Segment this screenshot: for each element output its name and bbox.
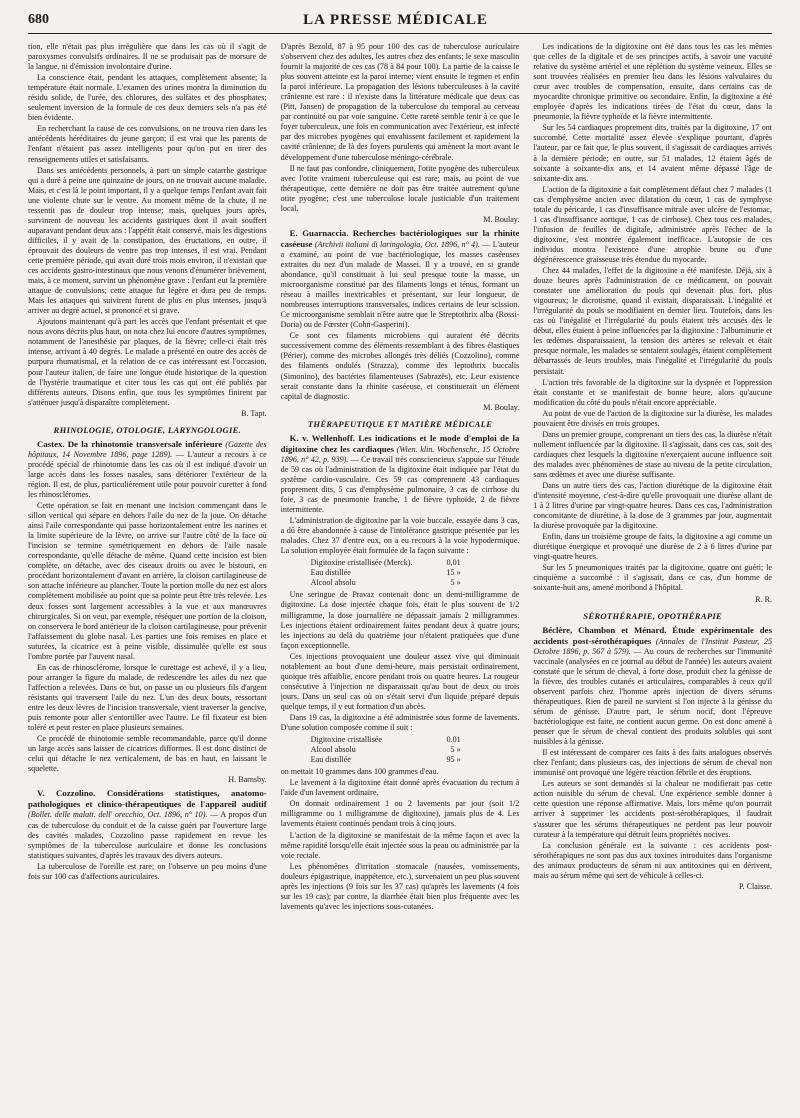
paragraph: on mettait 10 grammes dans 100 grammes d'eau. — [280, 767, 439, 777]
column-2 — [281, 42, 520, 1112]
section-heading: RHINOLOGIE, OTOLOGIE, LARYNGOLOGIE. — [53, 424, 242, 435]
paragraph: — Ce travail très consciencieux s'appuie sur l'étude de 59 cas où l'administration de la digitoxine était indiquée par l'état du système cardio-vasculaire. Ces 59 cas comprennent 43 cardiaques proprement dits, 5 cas d'emphysème pulmonaire, 3 cas de cirrhose du foie, 3 cas de pneumonie franche, 1 de fièvre typhoïde, 2 de fièvre intermittente. — [280, 454, 520, 515]
paragraph: Ce procédé de rhinotomie semble recommandable, parce qu'il donne un large accès sans laisser de cicatrices difformes. Il est donc distinct de celui qui détache le nez verticalement, de bas en haut, en laissant le squelette. — [28, 734, 267, 774]
quantity: 95 » — [446, 755, 461, 765]
paragraph: — A propos d'un cas de tuberculose du conduit et de la caisse guéri par l'ouverture large des cavités malades, Cozzolino passe rapidement en revue les symptômes de la tuberculose auriculaire et donne les conclusions statistiques suivantes, d'après les travaux des divers auteurs. — [28, 810, 267, 860]
paragraph: Ce sont ces filaments microbiens qui auraient été décrits successivement comme des éléments ressemblant à des fibres élastiques (Périer), comme des microbes allongés très déliés (Cozzolino), comme des filaments ondulés (Strazza), comme des leptothrix buccalis (Simonino), des bactéries filamenteuses (Sabrazès), etc. Leur existence serait constante dans la rhinite caséeuse, et constituerait un élément capital de diagnostic. — [280, 331, 520, 401]
paragraph: La tuberculose de l'oreille est rare; on l'observe un peu moins d'une fois sur 100 cas d'affections auriculaires. — [28, 861, 267, 881]
paragraph: Au point de vue de l'action de la digitoxine sur la diurèse, les malades pouvaient être divisés en trois groupes. — [533, 408, 773, 428]
page-number: 680 — [28, 12, 49, 27]
paragraph: Dans un premier groupe, comprenant un tiers des cas, la diurèse n'était nullement influencée par la digitoxine. Il s'agissait, dans ces cas, soit des cardiaques chez lesquels la digitoxine n'exerçaient aucune influence soit des malades avec phénomènes de stase au niveau de la petite circulation, sans œdèmes et avec une diurèse suffisante. — [533, 429, 773, 479]
paragraph: En cas de rhinosclérome, lorsque le curettage est achevé, il y a lieu, pour arranger la figure du malade, de redescendre les ailes du nez que l'affection a relevées. Dans ce but, on passe un ou plusieurs fils d'argent résistants qui traversent l'aile du nez. L'un des deux bouts, ressortant entre les deux lèvres de l'incision transversale, vient traverser la gencive, puis remonte pour aller s'entortiller avec l'autre. Le fil fixateur est bien toléré et peut rester en place plusieurs semaines. — [28, 662, 267, 733]
article-heading — [28, 439, 267, 500]
quantity: 5 » — [450, 578, 461, 588]
formula-block — [311, 735, 520, 765]
article-heading — [281, 433, 520, 515]
paragraph: Enfin, dans un troisième groupe de faits, la digitoxine a agi comme un diurétique énergique et provoqué une diurèse de 2 à 6 litres d'urine par vingt-quatre heures. — [533, 532, 773, 562]
paragraph: Il ne faut pas confondre, cliniquement, l'otite pyogène des tuberculeux avec l'otite vraiment tuberculeuse qui est rare; mais, au point de vue thérapeutique, cette dernière ne doit pas être traitée autrement qu'une otite pyogène; c'est une tuberculose locale justiciable d'un traitement local. — [280, 163, 520, 213]
formula-line — [311, 755, 461, 765]
article-source: (Wien. klin. Wochenschr., 15 Octobre 1896, n° 42, p. 939). — [280, 444, 520, 464]
article-author: V. Cozzolino. — [37, 788, 96, 799]
section-heading: THÉRAPEUTIQUE ET MATIÈRE MÉDICALE — [307, 418, 493, 429]
paragraph: D'après Bezold, 87 à 95 pour 100 des cas de tuberculose auriculaire s'observent chez des adultes, les autres chez des enfants; le sexe masculin fournit la majorité de ces cas (78 à 84 pour 100). La partie de la caisse le plus souvent atteinte est la paroi interne; vient ensuite le tegmen et enfin la paroi inférieure. La propagation des lésions tuberculeuses à la cavité crânienne est rare : il n'existe dans la littérature médicale que deux cas (Pitt, Jansen) de propagation de la tuberculose du temporal au cerveau par continuité ou par voie sanguine. Cette rareté semble tenir à ce que le foyer tuberculeux, une fois en communication avec l'extérieur, est infecté par des microbes pyogènes qui envahissent facilement et rapidement la cavité crânienne; de là des foyers purulents qui amènent la mort avant le développement d'une tuberculose méningo-cérébrale. — [280, 42, 520, 162]
formula-line — [311, 558, 461, 568]
quantity: 5 » — [450, 745, 461, 755]
paragraph: Dans ses antécédents personnels, à part un simple catarrhe gastrique qui a duré à peine une quinzaine de jours, on ne trouvait aucune maladie. Mais, et c'est là le point important, il y a quelque temps l'enfant avait fait une violente chute sur le ventre. Au moment même de la chute, il ne ressentit pas de douleur trop intense; mais, quelques jours après, survinrent de nouveau les accidents gastriques dont il avait souffert auparavant pendant deux ans : l'appétit était conservé, mais les digestions difficiles, il y avait de la constipation, des éructations, en outre, il éprouvait des douleurs de ventre pas trop intenses, il est vrai. Pendant cette première période, qui avait duré trois mois environ, il n'existait que ces accidents gastro-intestinaux que nous venons d'énumérer brièvement, mais, à ce moment, survint un phénomène grave : l'enfant eut la première attaque de convulsions; cette attaque fut légère et dura peu de temps. Mais les attaques qui suivirent furent de plus en plus intenses, jusqu'à arriver au degré actuel, si prononcé et si grave. — [28, 165, 267, 316]
section-heading: SÉROTHÉRAPIE, OPOTHÉRAPIE — [583, 610, 723, 621]
paragraph: Les auteurs se sont demandés si la chaleur ne modifierait pas cette action nuisible du sérum de cheval. Une expérience semble donner à cette question une réponse affirmative. Mais, lors même qu'on pourrait arriver à supprimer les accidents post-sérothérapiques, il faudrait s'assurer que les sérums thérapeutiques ne perdent pas leur pouvoir curateur à la température qui détruit leurs propriétés nocives. — [533, 779, 773, 839]
column-1 — [28, 42, 267, 1112]
paragraph: Chez 44 malades, l'effet de la digitoxine a été manifeste. Déjà, six à douze heures après l'administration de ce médicament, on pouvait constater une amélioration du pouls qui devenait plus fort, plus vigoureux; le dicrotisme, quand il existait, disparaissait. L'inégalité et l'irrégularité du pouls se modifiaient en dernier lieu. Toutefois, dans les cas où l'inégalité et l'irrégularité du pouls étaient très accusés dès le début, elles étaient à peine influencées par la digitoxine : l'albuminurie et les œdèmes disparaissaient, la tension des artères se relevait et était presque normale, les malades se sentaient soulagés, étaient complètement débarrassés de leurs troubles, mais l'inégalité et l'irrégularité du pouls persistait. — [533, 266, 773, 376]
quantity: 15 » — [446, 568, 461, 578]
ingredient: Digitoxine cristallisée — [310, 735, 382, 745]
paragraph: Le lavement à la digitoxine était donné après évacuation du rectum à l'aide d'un lavement ordinaire. — [280, 778, 520, 798]
paragraph: Les phénomènes d'irritation stomacale (nausées, vomissements, douleurs épigastrique, inappétence, etc.), survenaient un peu plus souvent après les injections (9 fois sur les 37 cas) qu'après les lavements (4 fois sur les 19 cas); par contre, la diarrhée était bien plus fréquente avec les lavements qu'avec les injections sous-cutanées. — [280, 861, 520, 911]
article-author: Castex. — [37, 438, 65, 449]
article-author: E. Guarnaccia. — [289, 227, 349, 238]
paragraph: L'action de la digitoxine se manifestait de la même façon et avec la même rapidité lorsqu'elle était injectée sous la peau ou administrée par la voie rectale. — [280, 830, 520, 860]
ingredient: Eau distillée — [310, 568, 351, 578]
paragraph: Dans 19 cas, la digitoxine a été administrée sous forme de lavements. D'une solution composée comme il suit : — [280, 713, 520, 733]
article-heading — [281, 228, 520, 330]
article-source: (Archivii italiani di laringologia, Oct. 1896, n° 4). — [314, 239, 480, 249]
article-title: Recherches bactériologiques sur la rhinite caséeuse — [280, 227, 520, 249]
signature: M. Boulay. — [483, 402, 520, 412]
formula-line — [311, 578, 461, 588]
text-columns — [28, 42, 772, 1112]
paragraph: L'administration de digitoxine par la voie buccale, essayée dans 3 cas, a dû être abandonnée à cause de l'intolérance gastrique présentée par les malades. Chez 37 d'entre eux, on a eu recours à la voie hypodermique. La solution employée était formulée de la façon suivante : — [280, 516, 520, 556]
journal-title: LA PRESSE MÉDICALE — [303, 11, 488, 28]
formula-block — [311, 558, 520, 588]
paragraph: L'action très favorable de la digitoxine sur la dyspnée et l'oppression était constante et se manifestait de bonne heure, alors qu'aucune modification du côté du pouls n'était encore appréciable. — [533, 377, 773, 407]
paragraph: Il est intéressant de comparer ces faits à des faits analogues observés chez l'enfant; dans plusieurs cas, des injections de sérum de cheval non immunisé ont provoqué une légère réaction fébrile et des éruptions. — [533, 748, 773, 778]
paragraph: La conclusion générale est la suivante : ces accidents post-sérothérapiques ne sont pas dus aux toxines introduites dans l'organisme des animaux producteurs de sérum ni aux antitoxines qui en dérivent, mais au sérum même qui sert de véhicule à celles-ci. — [533, 840, 773, 880]
paragraph: — Au cours de recherches sur l'immunité vaccinale (analysées en ce journal au début de l'année) les auteurs avaient constaté que le sérum de cheval, à forte dose, produit chez la génisse de la fièvre, des troubles cutanés et articulaires, comparables à ceux qu'il observent parfois chez l'homme après injection de divers sérums thérapeutiques. Rien de pareil ne survient si l'on injecte à la génisse du sérum de génisse. D'autre part, le sérum nocif, dont l'épreuve bactériologique est faite, ne contient aucun germe. On est donc amené à penser que le sérum de cheval contient des produits solubles qui sont nuisibles à la génisse. — [533, 646, 773, 747]
paragraph: Sur les 54 cardiaques proprement dits, traités par la digitoxine, 17 ont succombé. Cette mortalité assez élevée s'explique pourtant, d'après l'auteur, par ce fait que, le plus souvent, il s'agissait de cardiaques arrivés à la dernière période; en outre, sur 51 malades, 12 étaient âgés de soixante à soixante-dix ans, et 14 avaient même dépassé l'âge de soixante-dix ans. — [533, 123, 773, 183]
article-title: Considérations statistiques, anatomo-pathologiques et clinico-thérapeutiques de l'appareil auditif — [28, 788, 267, 810]
ingredient: Eau distillée — [310, 755, 351, 765]
article-source: (Annales de l'Institut Pasteur, 25 Octobre 1896, p. 567 à 579). — [533, 636, 772, 656]
article-title: Étude expérimentale des accidents post-sérothérapiques — [533, 624, 773, 646]
signature: H. Barnsby. — [228, 775, 267, 785]
paragraph: L'action de la digitoxine a fait complètement défaut chez 7 malades (1 cas d'emphysème ancien avec dilatation du cœur, 1 cas de symphyse totale du péricarde, 1 cas d'insuffisance mitrale avec ulcère de l'estomac, 1 cas d'insuffisance aortique, 1 cas de cirrhose). Chez tous ces malades, l'infusion de feuilles de digitale, administrée après l'échec de la digitoxine, s'est montrée également inefficace. L'autopsie de ces individus montra l'existence d'une atrophie brune ou d'une dégénérescence graisseuse très étendue du myocarde. — [533, 184, 773, 264]
paragraph: En recherchant la cause de ces convulsions, on ne trouva rien dans les antécédents héréditaires du jeune garçon; il est vrai que les parents de l'enfant n'étaient pas assez intelligents pour qu'on put en tirer des renseignements utiles et satisfaisants. — [28, 124, 267, 164]
formula-line — [311, 735, 461, 745]
paragraph: Ces injections provoquaient une douleur assez vive qui diminuait notablement au bout d'une demi-heure, mais persistait ordinairement, quoique très affaiblie, encore pendant trois ou quatre heures. La rougeur consécutive à l'injection ne disparaissait qu'au bout de deux ou trois jours. Dans un seul cas où on s'était servi d'un liquide préparé depuis quelque temps, il y eut formation d'un abcès. — [280, 651, 520, 711]
header-rule — [28, 33, 772, 34]
paragraph: tion, elle n'était pas plus irrégulière que dans les cas où il s'agit de paroxysmes convulsifs ordinaires. Il ne se produisait pas de morsure de la langue, ni d'émission involontaire d'urine. — [28, 42, 267, 72]
quantity: 0.01 — [446, 735, 461, 745]
paragraph: La conscience était, pendant les attaques, complètement absente; la température était normale. L'examen des urines montra la diminution du résidu solide, de l'urée, des chlorures, des sulfates et des phosphates; seulement inversion de la formule de ces deux derniers sels n'a pas été bien évidente. — [28, 73, 267, 123]
signature: M. Boulay. — [483, 214, 520, 224]
paragraph: Une seringue de Pravaz contenait donc un demi-milligramme de digitoxine. La dose injectée chaque fois, était le plus souvent de 1/2 milligramme, la dose journalière ne dépassait jamais 2 milligrammes. Les injections étaient ordinairement faites pendant deux à quatre jours; les injections au delà du quatrième jour n'étaient pratiquées que d'une façon exceptionnelle. — [280, 590, 520, 650]
ingredient: Alcool absolu — [310, 578, 356, 588]
paragraph: Les indications de la digitoxine ont été dans tous les cas les mêmes que celles de la digitale et de ses principes actifs, à savoir une vacuité relative du système artériel et une réplétion du système veineux. Elles se sont trouvées réalisées en premier lieu dans les lésions valvulaires du cœur avec troubles de compensation, ensuite, dans certains cas de myocardite chronique primitive ou secondaire. Enfin, la digitoxine a été employée d'après les indications tirées de l'état du cœur, dans la pneumonie, la fièvre typhoïde et la fièvre intermittente. — [533, 42, 773, 122]
signature: P. Claisse. — [738, 881, 773, 891]
formula-line — [311, 745, 461, 755]
article-author: K. v. Wellenhoff. — [289, 432, 355, 443]
paragraph: Ajoutons maintenant qu'à part les accès que l'enfant présentait et que nous avons décrits plus haut, on nota chez lui encore d'autres symptômes, notamment de l'anesthésie par plaques, de la fièvre; celle-ci était très intense, arrivant à 40 degrés. Le malade a présenté en outre des accès de purpura rhumatismal, et la relation de ce cas intéressant est l'occasion, pour l'auteur italien, de faire une longue étude historique de la question de l'hystérie traumatique et citer tous les cas qui ont été publiés par différents auteurs. Disons enfin, que tous les symptômes finirent par s'atténuer jusqu'à disparaître complètement. — [28, 317, 267, 407]
paragraph: On donnait ordinairement 1 ou 2 lavements par jour (soit 1/2 milligramme ou 1 milligramme de digitoxine), jamais plus de 4. Les lavements étaient continués pendant trois à cinq jours. — [280, 799, 520, 829]
signature: R. R. — [755, 594, 773, 604]
paragraph: Dans un autre tiers des cas, l'action diurétique de la digitoxine était d'intensité moyenne, c'est-à-dire qu'elle provoquait une diurèse allant de 1 à 2 litres d'urine par vingt-quatre heures. Dans ces cas, l'administration concomitante de diurétine, à la dose de 3 grammes par jour, augmentait la diurèse provoquée par la digitoxine. — [533, 481, 773, 531]
paragraph: — L'auteur a recours à ce procédé spécial de rhinotomie dans les cas où il est indiqué d'avoir un large accès dans les fosses nasales, sans détériorer l'extérieur de la région. Il est, de plus, particulièrement utile pour pouvoir curetter à fond les rhinoscléromes. — [28, 449, 267, 500]
article-title: De la rhinotomie transversale inférieure — [67, 438, 223, 449]
ingredient: Alcool absolu — [310, 745, 356, 755]
quantity: 0,01 — [446, 558, 461, 568]
article-heading — [28, 788, 267, 860]
ingredient: Digitoxine cristallisée (Merck). — [310, 558, 413, 568]
paragraph: — L'auteur a examiné, au point de vue bactériologique, les masses caséeuses extraites du nez d'un malade de Massei. Il y a trouvé, en si grande abondance, qu'il constituait à lui seul presque toute la masse, un microorganisme constitué par des filaments longs et ténus, formant un réseau à mailles inextricables et présentant, sur leur longueur, de nombreuses interruptions transversales, indices certains de leur scission. Ce microorganisme semblait n'être autre que le Streptothrix alba (Rossi-Doria) ou de Fœrster (Cohn-Gasperini). — [280, 239, 520, 330]
column-3 — [533, 42, 772, 1112]
paragraph: Sur les 5 pneumoniques traités par la digitoxine, quatre ont guéri; le cinquième a succombé : il s'agissait, dans ce cas, d'un homme de soixante-huit ans, amené moribond à l'hôpital. — [533, 563, 773, 593]
article-source: (Gazette des hôpitaux, 14 Novembre 1896, page 1289). — [28, 439, 267, 459]
article-author: Béclère, Chambon et Ménard. — [542, 624, 667, 635]
paragraph: Cette opération se fait en menant une incision commençant dans le sillon vertical qui sépare en dehors l'aile du nez de la joue. On détache ainsi l'aile correspondante qui passe horizontalement entre les narines et la limite supérieure de la lèvre, on arrive sur l'autre côté de la face où l'incision se termine symétriquement en dehors de l'aile nasale correspondante, qu'elle détache de même. Quand cette incision est bien complète, on détache, avec des ciseaux droits ou avec le bistouri, en procédant horizontalement d'avant en arrière, la cloison cartilagineuse de son attache inférieure au plancher. Toute la portion molle du nez est alors complètement mobilisée au point que sa pointe peut être très relevée. Les deux fosses sont largement accessibles à la vue et aux manœuvres chirurgicales. Si on veut, par exemple, réséquer une portion de la cloison, on conservera le bord antérieur de la cloison cartilagineuse, pour prévenir l'affaissement du globe nasal. Les parties une fois remises en place et suturées, la cicatrice est à peine visible, dissimulée qu'elle est sous l'ombre portée par l'auvent nasal. — [28, 501, 267, 661]
signature: B. Tapt. — [241, 408, 267, 418]
running-head — [28, 10, 772, 30]
article-heading — [533, 625, 772, 748]
article-source: (Bollet. delle malatt. dell' orecchio, Oct. 1896, n° 10). — [28, 810, 208, 820]
article-title: Les indications et le mode d'emploi de la digitoxine chez les cardiaques — [280, 432, 520, 454]
formula-line — [311, 568, 461, 578]
